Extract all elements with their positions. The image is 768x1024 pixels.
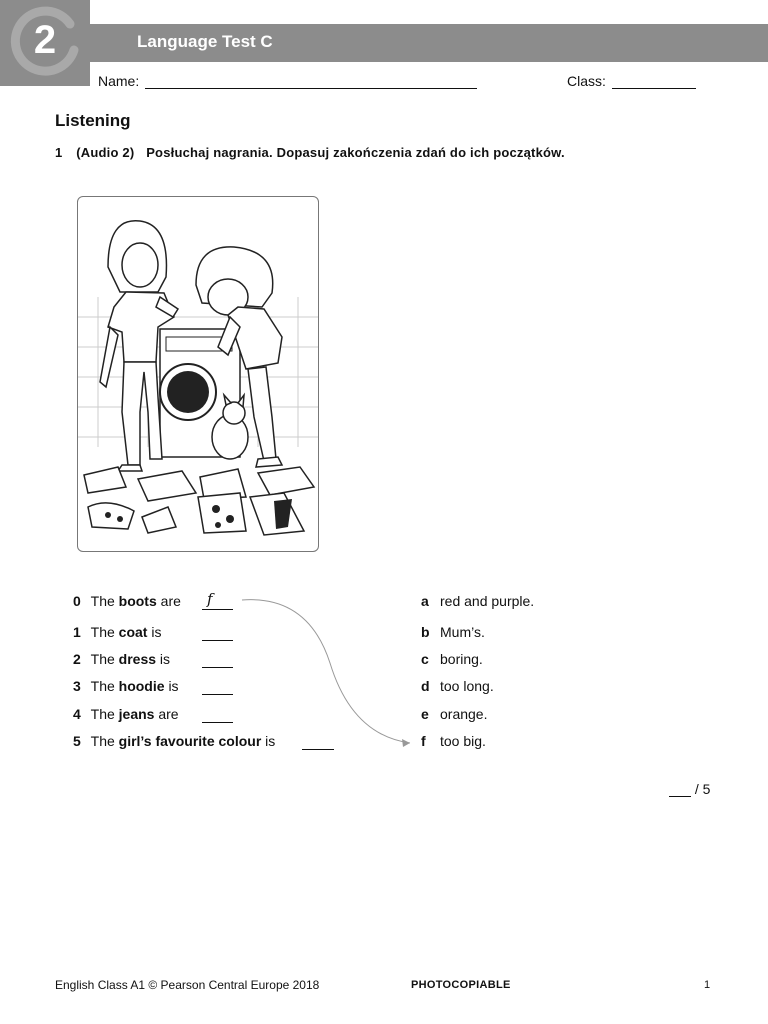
option-f	[421, 733, 486, 749]
option-d	[421, 678, 494, 694]
item-keyword: jeans	[118, 706, 155, 722]
option-text: too big.	[440, 733, 486, 749]
section-heading: Listening	[55, 111, 131, 130]
item-number: 1	[73, 624, 81, 640]
laundry-illustration	[77, 196, 319, 552]
item-pre: The	[90, 706, 115, 722]
item-keyword: boots	[118, 593, 157, 609]
option-letter: e	[421, 706, 429, 722]
instruction-text: Posłuchaj nagrania. Dopasuj zakończenia zdań do ich początków.	[146, 145, 565, 160]
name-label: Name:	[98, 73, 140, 89]
option-letter: b	[421, 624, 430, 640]
item-pre: The	[90, 733, 115, 749]
unit-badge	[0, 0, 90, 86]
option-letter: d	[421, 678, 430, 694]
option-text: orange.	[440, 706, 488, 722]
item-number: 3	[73, 678, 81, 694]
item-pre: The	[90, 651, 115, 667]
item-post: is	[159, 651, 171, 667]
audio-ref: (Audio 2)	[76, 145, 135, 160]
item-2	[73, 651, 170, 667]
option-text: too long.	[440, 678, 494, 694]
unit-number: 2	[33, 18, 57, 62]
item-post: are	[158, 706, 179, 722]
item-number: 0	[73, 593, 81, 609]
option-b	[421, 624, 485, 640]
item-keyword: hoodie	[118, 678, 165, 694]
example-answer: f	[207, 590, 213, 608]
item-post: is	[168, 678, 179, 694]
option-e	[421, 706, 487, 722]
option-text: red and purple.	[440, 593, 535, 609]
item-3	[73, 678, 179, 694]
option-a	[421, 593, 534, 609]
footer-copyright: English Class A1 © Pearson Central Europe 2018	[55, 978, 320, 992]
item-pre: The	[90, 624, 115, 640]
class-label: Class:	[567, 73, 606, 89]
score-total: / 5	[694, 781, 711, 797]
answer-blank-1[interactable]	[202, 626, 233, 641]
item-number: 5	[73, 733, 81, 749]
item-post: is	[265, 733, 276, 749]
task-instruction	[55, 145, 565, 160]
score-blank[interactable]	[669, 783, 691, 797]
option-c	[421, 651, 483, 667]
option-text: boring.	[440, 651, 483, 667]
answer-blank-4[interactable]	[202, 708, 233, 723]
item-post: are	[160, 593, 181, 609]
option-letter: f	[421, 733, 426, 749]
item-pre: The	[90, 593, 115, 609]
item-0	[73, 593, 181, 609]
item-4	[73, 706, 179, 722]
item-pre: The	[90, 678, 115, 694]
item-keyword: girl’s favourite colour	[118, 733, 262, 749]
option-letter: c	[421, 651, 429, 667]
task-number: 1	[55, 145, 63, 160]
option-text: Mum’s.	[440, 624, 485, 640]
title-bar	[90, 24, 768, 62]
item-number: 2	[73, 651, 81, 667]
item-keyword: coat	[118, 624, 148, 640]
footer-photocopiable: PHOTOCOPIABLE	[411, 979, 511, 991]
option-letter: a	[421, 593, 429, 609]
item-number: 4	[73, 706, 81, 722]
score-box	[669, 781, 710, 797]
name-field[interactable]	[145, 88, 477, 89]
item-1	[73, 624, 161, 640]
laundry-scene-image	[78, 197, 318, 551]
page-number: 1	[704, 979, 711, 991]
item-post: is	[151, 624, 162, 640]
answer-blank-3[interactable]	[202, 680, 233, 695]
example-arrow-icon	[238, 595, 423, 750]
item-keyword: dress	[118, 651, 157, 667]
class-field[interactable]	[612, 88, 696, 89]
answer-blank-2[interactable]	[202, 653, 233, 668]
test-title: Language Test C	[137, 32, 273, 51]
